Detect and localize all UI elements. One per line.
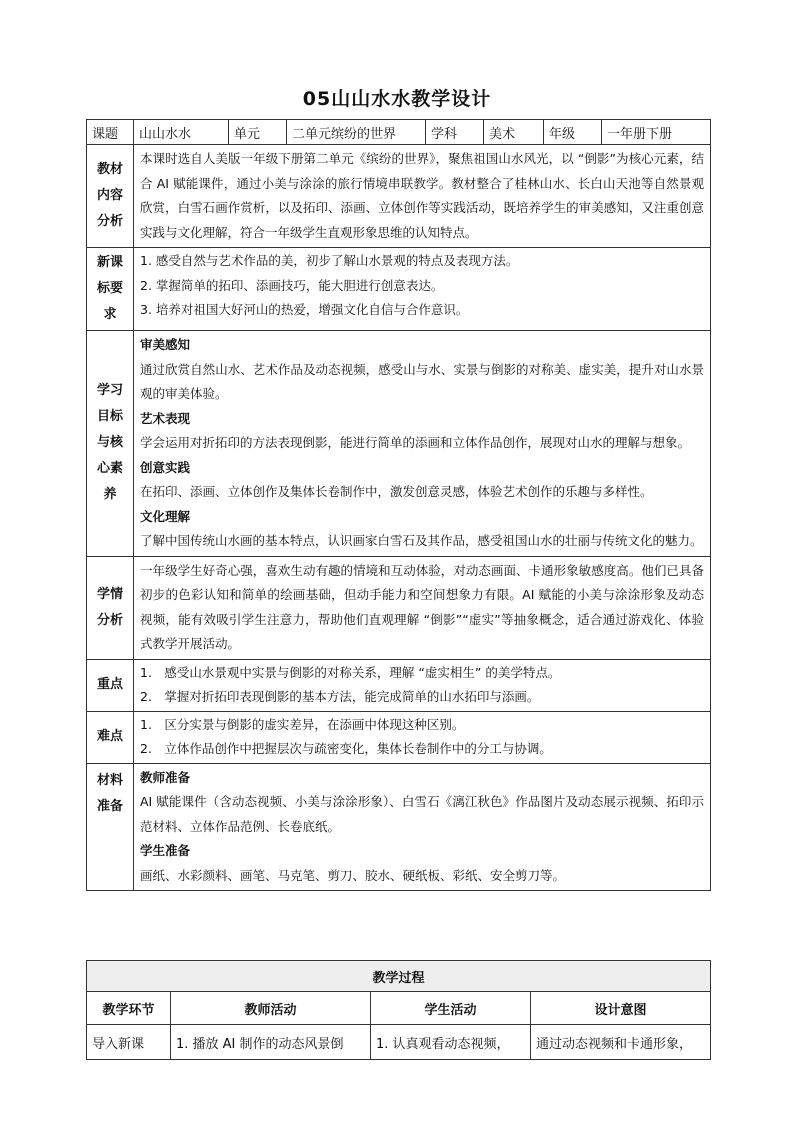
difficulties-row [87,711,711,763]
difficulties-content [134,711,711,763]
label-line: 与核 [96,435,123,451]
material-analysis-label [87,145,134,248]
goal-heading: 艺术表现 [140,410,191,426]
material-analysis-text: 本课时选自人美版一年级下册第二单元《缤纷的世界》，聚焦祖国山水风光，以 “倒影”为核心元素，结合 AI 赋能课件，通过小美与涂涂的旅行情境串联教学。教材整合了桂林山水、长白山天池等自然景观欣赏，白雪石画作赏析，以及拓印、添画、立体创作等实践活动，既培养学生的审美感知，又注重创意实践与文化理解，符合一年级学生直观形象思维的认知特点。 [134,145,711,248]
table-cell: 导入新课 [87,1025,171,1060]
column-header: 教师活动 [171,992,371,1025]
standard-item: 1. 感受自然与艺术作品的美，初步了解山水景观的特点及表现方法。 [140,253,519,268]
difficulty-item: 1. 区分实景与倒影的虚实差异，在添画中体现这种区别。 [140,716,465,732]
label-line: 养 [103,487,117,503]
student-analysis-label [87,556,134,659]
material-analysis-row [87,145,711,248]
label-line: 求 [103,307,117,322]
grade-label: 年级 [544,120,602,145]
label-line: 教材 [96,162,123,177]
label-line: 准备 [96,798,123,814]
goal-text: 学会运用对折拓印的方法表现倒影，能进行简单的添画和立体作品创作，展现对山水的理解与想象。 [140,435,691,450]
key-point-item: 2. 掌握对折拓印表现倒影的基本方法，能完成简单的山水拓印与添画。 [140,689,540,704]
label-line: 学习 [96,383,123,399]
curriculum-standards-row [87,248,711,331]
goal-text: 在拓印、添画、立体创作及集体长卷制作中，激发创意灵感，体验艺术创作的乐趣与多样性。 [140,484,653,499]
label-line: 目标 [96,409,123,425]
teacher-prep-heading: 教师准备 [140,769,191,785]
learning-goals-label [87,331,134,557]
teacher-prep-text: AI 赋能课件（含动态视频、小美与涂涂形象）、白雪石《漓江秋色》作品图片及动态展示视频、拓印示范材料、立体作品范例、长卷底纸。 [140,794,704,834]
table-cell: 通过动态视频和卡通形象， [531,1025,711,1060]
goal-heading: 文化理解 [140,508,191,524]
materials-content [134,763,711,891]
curriculum-standards-label [87,248,134,331]
process-header-row [87,992,711,1025]
subject-label: 学科 [426,120,484,145]
difficulty-item: 2. 立体作品创作中把握层次与疏密变化，集体长卷制作中的分工与协调。 [140,741,552,756]
materials-row [87,763,711,891]
goal-text: 通过欣赏自然山水、艺术作品及动态视频，感受山与水、实景与倒影的对称美、虚实美，提升对山水景观的审美体验。 [140,361,704,401]
student-analysis-text: 一年级学生好奇心强，喜欢生动有趣的情境和互动体验，对动态画面、卡通形象敏感度高。他们已具备初步的色彩认知和简单的绘画基础，但动手能力和空间想象力有限。AI 赋能的小美与涂涂形象及动态视频，能有效吸引学生注意力，帮助他们直观理解 “倒影”“虚实”等抽象概念，适合通过游戏化、体验式教学开展活动。 [134,556,711,659]
label-line: 学情 [96,586,123,602]
grade-value: 一年册下册 [602,120,711,145]
course-value: 山山水水 [134,120,229,145]
teaching-process-table [86,960,711,1060]
label-line: 标要 [96,281,123,296]
materials-label [87,763,134,891]
label-line: 新课 [96,255,123,270]
learning-goals-row [87,331,711,557]
label-line: 材料 [96,772,123,788]
course-label: 课题 [87,120,134,145]
column-header: 设计意图 [531,992,711,1025]
table-cell: 1. 认真观看动态视频， [371,1025,531,1060]
student-prep-heading: 学生准备 [140,843,191,858]
key-points-row [87,659,711,711]
lesson-plan-table [86,119,711,891]
unit-label: 单元 [229,120,287,145]
student-analysis-row [87,556,711,659]
info-row [87,120,711,145]
student-prep-text: 画纸、水彩颜料、画笔、马克笔、剪刀、胶水、硬纸板、彩纸、安全剪刀等。 [140,867,566,883]
curriculum-standards-content [134,248,711,331]
unit-value: 二单元缤纷的世界 [287,120,426,145]
label-line: 内容 [96,188,123,203]
column-header: 学生活动 [371,992,531,1025]
label-line: 分析 [96,612,123,628]
table-cell: 1. 播放 AI 制作的动态风景倒 [171,1025,371,1060]
key-points-label: 重点 [87,659,134,711]
process-title-row [87,961,711,992]
standard-item: 2. 掌握简单的拓印、添画技巧，能大胆进行创意表达。 [140,277,444,293]
key-points-content [134,659,711,711]
key-point-item: 1. 感受山水景观中实景与倒影的对称关系，理解 “虚实相生” 的美学特点。 [140,664,561,680]
standard-item: 3. 培养对祖国大好河山的热爱，增强文化自信与合作意识。 [140,302,469,317]
goal-text: 了解中国传统山水画的基本特点，认识画家白雪石及其作品，感受祖国山水的壮丽与传统文化的魅力。 [140,533,703,548]
subject-value: 美术 [484,120,544,145]
goal-heading: 创意实践 [140,459,191,475]
difficulties-label: 难点 [87,711,134,763]
label-line: 分析 [96,214,123,229]
label-line: 心素 [96,461,123,477]
learning-goals-content [134,331,711,557]
goal-heading: 审美感知 [140,337,191,352]
process-title: 教学过程 [87,961,711,992]
table-row [87,1025,711,1060]
document-title: 05山山水水教学设计 [302,88,492,110]
column-header: 教学环节 [87,992,171,1025]
